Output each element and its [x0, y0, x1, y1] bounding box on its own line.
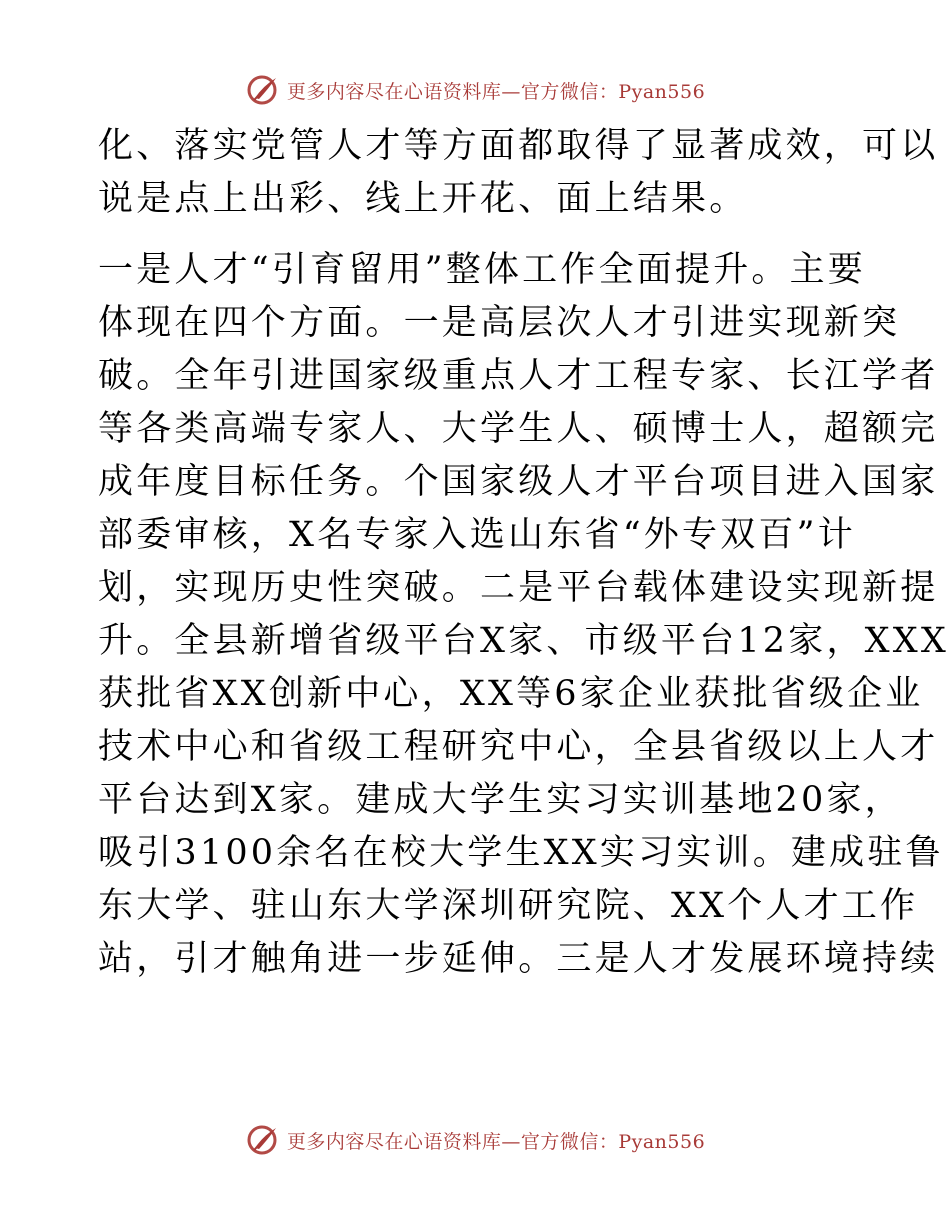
quill-logo-icon [245, 72, 281, 108]
text-line: 破。全年引进国家级重点人才工程专家、长江学者 [98, 356, 939, 396]
text-line: 站，引才触角进一步延伸。三是人才发展环境持续 [98, 939, 939, 979]
text-line: 划，实现历史性突破。二是平台载体建设实现新提 [98, 568, 939, 608]
text-line: 化、落实党管人才等方面都取得了显著成效，可以 [98, 126, 939, 166]
text-line: 部委审核，X名专家入选山东省“外专双百”计 [98, 515, 856, 555]
text-line: 技术中心和省级工程研究中心，全县省级以上人才 [98, 727, 939, 767]
text-line: 一是人才“引育留用”整体工作全面提升。主要 [98, 250, 866, 290]
text-line: 体现在四个方面。一是高层次人才引进实现新突 [98, 303, 901, 343]
quill-logo-icon [245, 1122, 281, 1158]
header-banner [0, 70, 950, 110]
text-line: 吸引3100余名在校大学生XX实习实训。建成驻鲁 [98, 833, 944, 873]
text-line: 成年度目标任务。个国家级人才平台项目进入国家 [98, 462, 939, 502]
paragraph-1 [98, 120, 939, 226]
text-line: 东大学、驻山东大学深圳研究院、XX个人才工作 [98, 886, 919, 926]
text-line: 说是点上出彩、线上开花、面上结果。 [98, 179, 748, 219]
text-line: 平台达到X家。建成大学生实习实训基地20家， [98, 780, 903, 820]
footer-banner [0, 1120, 950, 1160]
header-banner-text: 更多内容尽在心语资料库—官方微信：Pyan556 [286, 80, 706, 103]
text-line: 获批省XX创新中心，XX等6家企业获批省级企业 [98, 674, 924, 714]
text-line: 等各类高端专家人、大学生人、硕博士人，超额完 [98, 409, 939, 449]
paragraph-2 [98, 244, 950, 986]
text-line: 升。全县新增省级平台X家、市级平台12家，XXX [98, 621, 950, 661]
footer-banner-text: 更多内容尽在心语资料库—官方微信：Pyan556 [286, 1130, 706, 1153]
body-text [98, 120, 950, 986]
